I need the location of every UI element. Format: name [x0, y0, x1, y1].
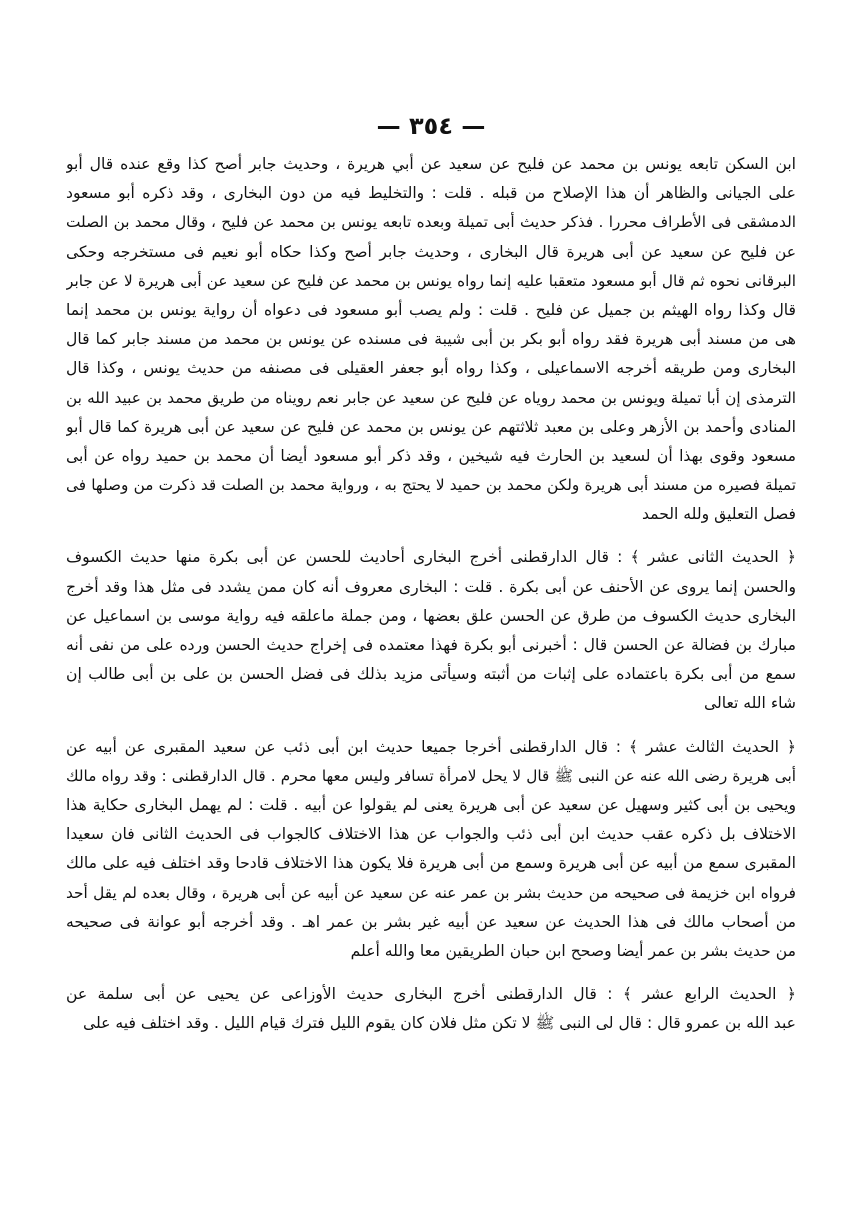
text-line: من أصحاب مالك فى هذا الحديث عن سعيد عن أبيه غير بشر بن عمر اهـ . وقد أخرجه أبو عوانة فى صحيحه	[66, 912, 796, 931]
text-line: مبارك بن فضالة عن الحسن قال : أخبرنى أبو بكرة فهذا معتمده فى إخراج حديث الحسن ورده على من نفى أنه	[66, 636, 796, 654]
text-line: أبى هريرة رضى الله عنه عن النبى ﷺ قال لا يحل لامرأة تسافر وليس معها محرم . قال الدارقطنى : وقد رواه مالك	[66, 766, 796, 785]
text-line: قال وكذا رواه الهيثم بن جميل عن فليح . قلت : ولم يصب أبو مسعود فى دعواه أن رواية يونس بن محمد إنما	[66, 300, 796, 319]
text-line: البرقانى نحوه ثم قال أبو مسعود متعقبا عليه إنما رواه يونس بن محمد عن فليح عن سعيد عن أبى هريرة لا عن جابر	[66, 271, 796, 290]
text-line: تميلة فصيره من مسند أبى هريرة ولكن محمد بن حميد لا يحتج به ، ورواية محمد بن الصلت قد ذكرت من وصلها فى	[66, 476, 796, 495]
paragraph	[66, 733, 796, 967]
text-line: سمع من أبى بكرة باعتماده على إثبات من أثبته وسيأتى مزيد بذلك فى فضل الحسن بن على بن أبى طالب إن	[66, 665, 796, 684]
text-line: عن فليح عن سعيد عن أبى هريرة قال البخارى ، وحديث جابر أصح وكذا حكاه أبو نعيم فى مستخرجه وحكى	[66, 242, 796, 261]
text-line: عبد الله بن عمرو قال : قال لى النبى ﷺ لا تكن مثل فلان كان يقوم الليل فترك قيام الليل . وقد اختلف فيه على	[83, 1014, 796, 1033]
text-line: ﴿ الحديث الرابع عشر ﴾ : قال الدارقطنى أخرج البخارى حديث الأوزاعى عن يحيى عن أبى سلمة عن	[66, 985, 796, 1004]
paragraph-gap	[66, 966, 796, 980]
text-line: شاء الله تعالى	[703, 694, 796, 713]
paragraph-gap	[66, 529, 796, 543]
paragraph	[66, 543, 796, 718]
text-line: مسعود وقوى بهذا أن لسعيد بن الحارث فيه شيخين ، وقد ذكر أبو مسعود أيضا أن محمد بن حميد رواه عن أبى	[66, 446, 796, 465]
text-body	[66, 150, 796, 1038]
text-line: ﴿ الحديث الثانى عشر ﴾ : قال الدارقطنى أخرج البخارى أحاديث للحسن عن أبى بكرة منها حديث الكسوف	[66, 548, 796, 567]
text-line: ﴿ الحديث الثالث عشر ﴾ : قال الدارقطنى أخرجا جميعا حديث ابن أبى ذئب عن سعيد المقبرى عن أبيه عن	[66, 737, 796, 756]
text-line: الدمشقى فى الأطراف محررا . فذكر حديث أبى تميلة وبعده تابعه يونس بن محمد عن فليح ، وقال محمد بن الصلت	[66, 213, 796, 232]
text-line: ويحيى بن أبى كثير وسهيل عن سعيد عن أبى هريرة يعنى لم يقولوا عن أبيه . قلت : لم يهمل البخارى حكاية هذا	[66, 795, 796, 814]
text-line: هى من مسند أبى هريرة فقد رواه أبو بكر بن أبى شيبة فى مسنده عن يونس بن محمد من مسند جابر كما قال	[66, 330, 796, 349]
text-line: المقبرى سمع من أبيه عن أبى هريرة وسمع من أبى هريرة فلا يكون هذا الاختلاف قادحا وقد اختلف فيه على مالك	[66, 854, 796, 873]
text-line: المنادى وأحمد بن الأزهر وعلى بن معبد ثلاثتهم عن يونس بن محمد عن فليح عن سعيد عن أبى هريرة كما قال أبو	[66, 417, 796, 436]
text-line: فصل التعليق ولله الحمد	[642, 505, 796, 524]
text-line: الترمذى إن أبا تميلة ويونس بن محمد روياه عن فليح عن سعيد عن جابر نعم رويناه من طريق محمد بن عبيد الله بن	[66, 388, 796, 407]
text-line: والحسن إنما يروى عن الأحنف عن أبى بكرة . قلت : البخارى معروف أنه كان ممن يشدد فى مثل هذا وقد أخرج	[66, 577, 796, 596]
text-line: البخارى حديث الكسوف من طرق عن الحسن علق بعضها ، ومن جملة ماعلقه فيه رواية موسى بن اسماعيل عن	[66, 606, 796, 625]
text-line: على الجيانى والظاهر أن هذا الإصلاح من قبله . قلت : والتخليط فيه من دون البخارى ، وقد ذكره أبو مسعود	[66, 184, 796, 203]
page-number: — ٣٥٤ —	[376, 112, 486, 140]
text-line: فرواه ابن خزيمة فى صحيحه من حديث بشر بن عمر عنه عن سعيد عن أبيه عن أبى هريرة ، وقال بعده لم يقل أحد	[66, 883, 796, 902]
text-line: الاختلاف بل ذكره عقب حديث ابن أبى ذئب والجواب عن هذا الاختلاف كالجواب فى الحديث الثانى فان سعيدا	[66, 825, 796, 844]
paragraph	[66, 150, 796, 529]
text-line: البخارى ومن طريقه أخرجه الاسماعيلى ، وكذا رواه أبو جعفر العقيلى فى مصنفه من حديث يونس ، وكذا قال	[66, 359, 796, 378]
text-line: ابن السكن تابعه يونس بن محمد عن فليح عن سعيد عن أبي هريرة ، وحديث جابر أصح كذا وقع عنده قال أبو	[66, 155, 796, 173]
text-line: من حديث بشر بن عمر أيضا وصحح ابن حبان الطريقين معا والله أعلم	[350, 941, 796, 960]
paragraph-gap	[66, 719, 796, 733]
paragraph	[66, 980, 796, 1038]
